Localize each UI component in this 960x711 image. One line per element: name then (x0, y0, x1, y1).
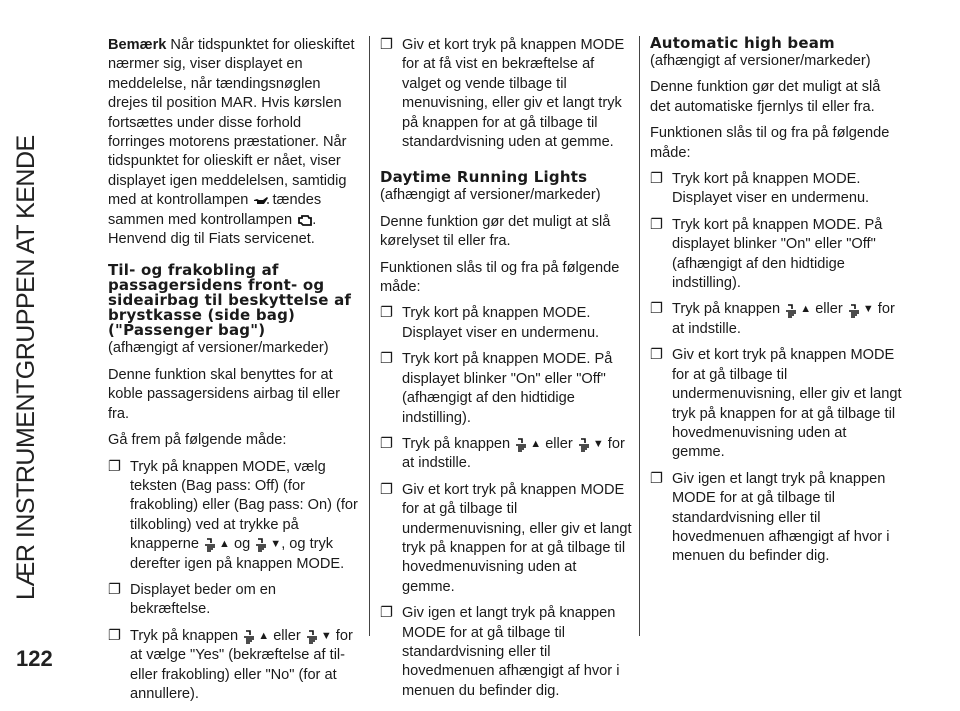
list-item (108, 458, 360, 574)
list-item-text: Giv igen et langt tryk på knappen MODE for at gå tilbage til standardvisning eller til hovedmenuen afhængigt af hvor i menuen du befinder dig. (402, 605, 620, 699)
list-item (380, 304, 632, 343)
list-item (650, 346, 902, 462)
section-heading: Til- og frakobling af passagersidens front- og sideairbag til beskyttelse af brystkasse (side bag) ("Passenger bag") (108, 261, 352, 340)
checkbox-bullet-icon: ❐ (650, 301, 664, 318)
column-3 (650, 36, 902, 574)
checkbox-bullet-icon: ❐ (380, 37, 394, 53)
list-item (380, 481, 632, 597)
section-heading: Automatic high beam (650, 34, 835, 52)
list-item-text: Tryk kort på knappen MODE. På displayet blinker "On" eller "Off" (afhængigt af den hidtidige indstilling). (672, 216, 883, 292)
list-item-text: for at indstille. (672, 301, 895, 337)
column-1 (108, 36, 360, 711)
paragraph: Funktionen slås til og fra på følgende måde: (380, 259, 620, 296)
list-item-text: Giv et kort tryk på knappen MODE for at få vist en bekræftelse af valget og vende tilbage til menuvisning, eller giv et langt tryk på knappen for at gå tilbage til standardvisning uden at gemme. (402, 37, 625, 151)
oil-can-icon (253, 194, 267, 206)
engine-check-icon (297, 214, 311, 226)
paragraph: Denne funktion skal benyttes for at koble passagersidens airbag til eller fra. (108, 366, 341, 422)
arrow-down-icon: ▼ (862, 303, 874, 316)
steering-button-icon (243, 630, 257, 642)
checkbox-bullet-icon: ❐ (650, 470, 664, 487)
list-item-text: Giv et kort tryk på knappen MODE for at gå tilbage til undermenuvisning, eller giv et langt tryk på knappen for at gå tilbage til hovedmenuvisning uden at gemme. (672, 347, 902, 461)
section-subheading: (afhængigt af versioner/markeder) (650, 53, 871, 69)
list-item-text: eller (273, 627, 301, 644)
list-item-text: Giv et kort tryk på knappen MODE for at gå tilbage til undermenuvisning, eller giv et langt tryk på knappen for at gå tilbage til hovedmenuvisning uden at gemme. (402, 481, 632, 595)
steering-button-icon (785, 304, 799, 316)
list-item (650, 470, 902, 567)
list-item (380, 36, 632, 152)
paragraph: Denne funktion gør det muligt at slå det automatiske fjernlys til eller fra. (650, 79, 881, 115)
note-text: Når tidspunktet for olieskiftet nærmer sig, viser displayet en meddelelse, når tændingsnøglen drejes til position MAR. Hvis kørslen fortsættes under disse forhold forringes motorens præstationer. Når tidspunktet for olieskift er nået, viser displayet igen meddelelsen, samtidig med at kontrollampen (108, 37, 355, 209)
list-item (108, 627, 360, 705)
steering-button-icon (306, 630, 320, 642)
steering-button-icon (515, 438, 529, 450)
list-item-text: eller (815, 301, 843, 318)
list-item-text: og (234, 536, 251, 553)
list-item-text: , og tryk derefter igen på knappen MODE. (130, 536, 345, 572)
list-item (650, 300, 902, 339)
checkbox-bullet-icon: ❐ (380, 605, 394, 622)
page-number: 122 (16, 646, 53, 671)
note-text: tændes sammen med kontrollampen (108, 192, 322, 228)
list-item-text: Tryk på knappen (672, 301, 781, 318)
section-heading: Daytime Running Lights (380, 168, 588, 187)
note-label: Bemærk (108, 37, 167, 53)
side-section-title: LÆR INSTRUMENTGRUPPEN AT KENDE (12, 135, 40, 600)
note-text: . Henvend dig til Fiats servicenet. (108, 211, 317, 248)
arrow-up-icon: ▲ (530, 437, 542, 450)
list-item-text: Tryk på knappen (130, 627, 239, 644)
checkbox-bullet-icon: ❐ (650, 171, 664, 188)
list-item-text: Giv igen et langt tryk på knappen MODE for at gå tilbage til standardvisning eller til hovedmenuen afhængigt af hvor i menuen du befinder dig. (672, 470, 890, 565)
list-item-text: eller (545, 435, 573, 452)
checkbox-bullet-icon: ❐ (380, 351, 394, 368)
column-2 (380, 36, 632, 708)
column-divider (639, 36, 640, 636)
list-item (380, 604, 632, 701)
list-item (108, 581, 360, 620)
arrow-up-icon: ▲ (258, 629, 270, 642)
list-item (380, 435, 632, 474)
steering-button-icon (204, 538, 218, 550)
arrow-up-icon: ▲ (219, 538, 230, 551)
list-item (650, 216, 902, 294)
steering-button-icon (848, 304, 862, 316)
checkbox-bullet-icon: ❐ (380, 481, 394, 498)
arrow-down-icon: ▼ (320, 629, 332, 642)
checkbox-bullet-icon: ❐ (108, 458, 122, 475)
note-paragraph (108, 36, 360, 249)
list-item-text: Tryk på knappen MODE, vælg teksten (Bag pass: Off) (for frakobling) eller (Bag pass: On) (for tilkobling) ved at trykke på knapperne (130, 458, 358, 553)
checkbox-bullet-icon: ❐ (380, 435, 394, 452)
paragraph: Funktionen slås til og fra på følgende måde: (650, 125, 890, 161)
list-item-text: for at vælge "Yes" (bekræftelse af til- eller frakobling) eller "No" (for at annullere). (130, 627, 353, 702)
arrow-up-icon: ▲ (800, 303, 812, 316)
checkbox-bullet-icon: ❐ (380, 305, 394, 322)
list-item (650, 170, 902, 209)
list-item-text: for at indstille. (402, 435, 625, 472)
section-subheading: (afhængigt af versioner/markeder) (108, 340, 329, 357)
paragraph: Gå frem på følgende måde: (108, 432, 287, 449)
list-item-text: Displayet beder om en bekræftelse. (130, 581, 277, 618)
section-subheading: (afhængigt af versioner/markeder) (380, 187, 601, 204)
arrow-down-icon: ▼ (270, 538, 282, 551)
list-item (380, 350, 632, 428)
list-item-text: Tryk kort på knappen MODE. Displayet viser en undermenu. (672, 171, 870, 207)
list-item-text: Tryk kort på knappen MODE. Displayet viser en undermenu. (402, 305, 600, 341)
checkbox-bullet-icon: ❐ (650, 347, 664, 364)
list-item-text: Tryk kort på knappen MODE. På displayet blinker "On" eller "Off" (afhængigt af den hidtidige indstilling). (402, 351, 613, 426)
list-item-text: Tryk på knappen (402, 435, 511, 452)
column-divider (369, 36, 370, 636)
steering-button-icon (578, 438, 592, 450)
checkbox-bullet-icon: ❐ (108, 581, 122, 598)
checkbox-bullet-icon: ❐ (650, 216, 664, 233)
arrow-down-icon: ▼ (592, 437, 604, 450)
checkbox-bullet-icon: ❐ (108, 627, 122, 644)
paragraph: Denne funktion gør det muligt at slå kørelyset til eller fra. (380, 213, 611, 250)
steering-button-icon (255, 538, 269, 550)
